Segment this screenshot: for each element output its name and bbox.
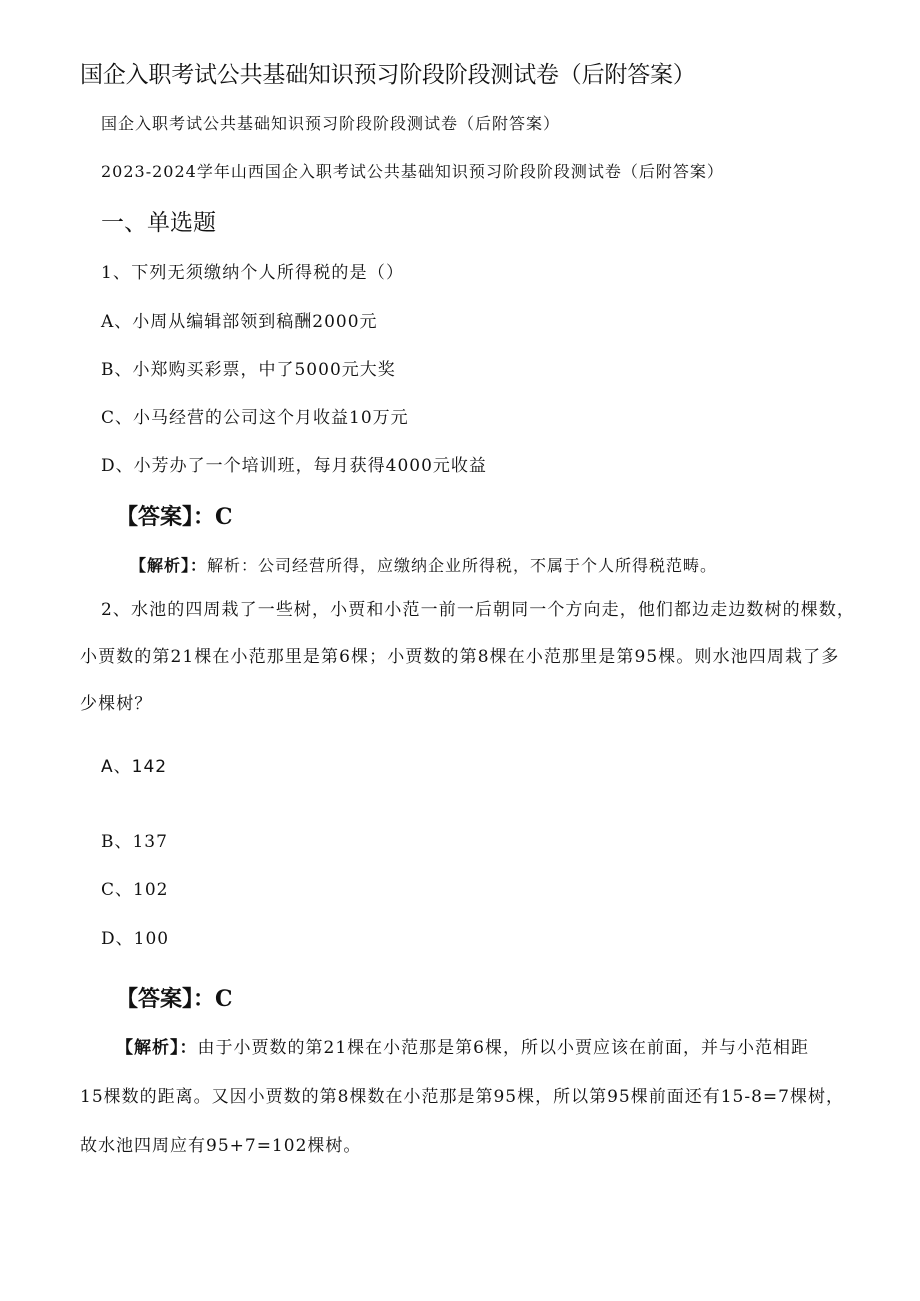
answer-value: C	[215, 504, 233, 530]
question-2-stem-line-3: 少棵树？	[80, 694, 153, 714]
question-2-explanation-line-2: 15棵数的距离。又因小贾数的第8棵数在小范那是第95棵，所以第95棵前面还有15-8=7棵树，	[80, 1087, 844, 1107]
answer-label: 【答案】：	[116, 505, 216, 530]
question-2-explanation-line-1	[80, 1024, 844, 1073]
document-title: 国企入职考试公共基础知识预习阶段阶段测试卷（后附答案）	[80, 62, 696, 88]
question-2-option-d: D、100	[101, 929, 170, 949]
question-2-option-a: A、142	[101, 757, 168, 777]
question-2-explanation	[80, 1024, 844, 1171]
question-2-option-b: B、137	[101, 832, 168, 852]
question-1-explanation	[130, 553, 717, 576]
question-1-stem: 1、下列无须缴纳个人所得税的是（）	[101, 263, 405, 283]
question-2-stem-line-2: 小贾数的第21棵在小范那里是第6棵；小贾数的第8棵在小范那里是第95棵。则水池四周栽了多	[80, 647, 840, 667]
explanation-text: 由于小贾数的第21棵在小范那是第6棵，所以小贾应该在前面，并与小范相距	[197, 1038, 809, 1058]
explanation-text: 解析：公司经营所得，应缴纳企业所得税，不属于个人所得税范畴。	[207, 556, 718, 575]
question-1-option-c: C、小马经营的公司这个月收益10万元	[101, 408, 409, 428]
question-1-option-d: D、小芳办了一个培训班，每月获得4000元收益	[101, 456, 487, 476]
answer-value: C	[215, 986, 233, 1012]
section-heading: 一、单选题	[101, 210, 216, 236]
explanation-label: 【解析】：	[116, 1038, 198, 1058]
subtitle-line-2: 2023-2024学年山西国企入职考试公共基础知识预习阶段阶段测试卷（后附答案）	[101, 162, 724, 181]
question-2-stem-line-1: 2、水池的四周栽了一些树，小贾和小范一前一后朝同一个方向走，他们都边走边数树的棵数，	[101, 600, 856, 620]
question-2-explanation-line-3: 故水池四周应有95+7=102棵树。	[80, 1136, 362, 1156]
question-2-stem	[80, 587, 855, 728]
question-1-option-a: A、小周从编辑部领到稿酬2000元	[101, 312, 378, 332]
question-1-answer	[116, 500, 233, 531]
subtitle-line-1: 国企入职考试公共基础知识预习阶段阶段测试卷（后附答案）	[101, 114, 561, 133]
question-2-option-c: C、102	[101, 880, 169, 900]
question-1-option-b: B、小郑购买彩票，中了5000元大奖	[101, 360, 396, 380]
question-2-answer	[116, 982, 233, 1013]
answer-label: 【答案】：	[116, 987, 216, 1012]
explanation-label: 【解析】：	[130, 556, 208, 575]
